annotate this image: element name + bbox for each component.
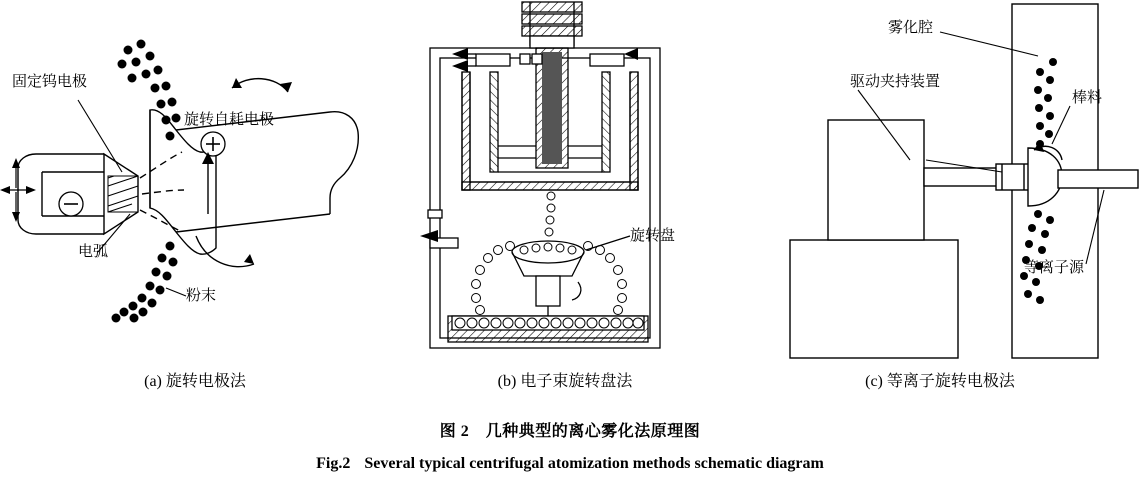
label-rotating-consumable-electrode: 旋转自耗电极 [184,112,275,128]
label-powder: 粉末 [186,288,217,304]
panel-c-drawing [740,0,1140,400]
panel-ebeam-rotating-disk [390,0,740,400]
panel-b-drawing [390,0,740,400]
panel-a-drawing [0,0,390,400]
label-plasma-source: 等离子源 [1024,260,1085,276]
panel-plasma-rotating-electrode [740,0,1140,400]
panel-a-caption: (a) 旋转电极法 [144,373,246,390]
figure-caption-en [0,455,1140,473]
figure-caption-en-label: Fig.2 [316,455,351,472]
label-drive-clamping-device: 驱动夹持装置 [850,74,941,90]
label-atomization-chamber: 雾化腔 [888,20,934,36]
label-fixed-tungsten-electrode: 固定钨电极 [12,74,88,90]
label-rotating-disk: 旋转盘 [630,228,676,244]
label-arc: 电弧 [78,244,109,260]
figure-caption-cn: 图 2 几种典型的离心雾化法原理图 [439,423,701,440]
label-bar-stock: 棒料 [1072,90,1103,106]
panel-rotating-electrode [0,0,390,400]
figure-caption-en-text: Several typical centrifugal atomization methods schematic diagram [364,455,824,472]
panel-b-caption: (b) 电子束旋转盘法 [497,373,633,390]
panel-c-caption: (c) 等离子旋转电极法 [865,373,1015,390]
